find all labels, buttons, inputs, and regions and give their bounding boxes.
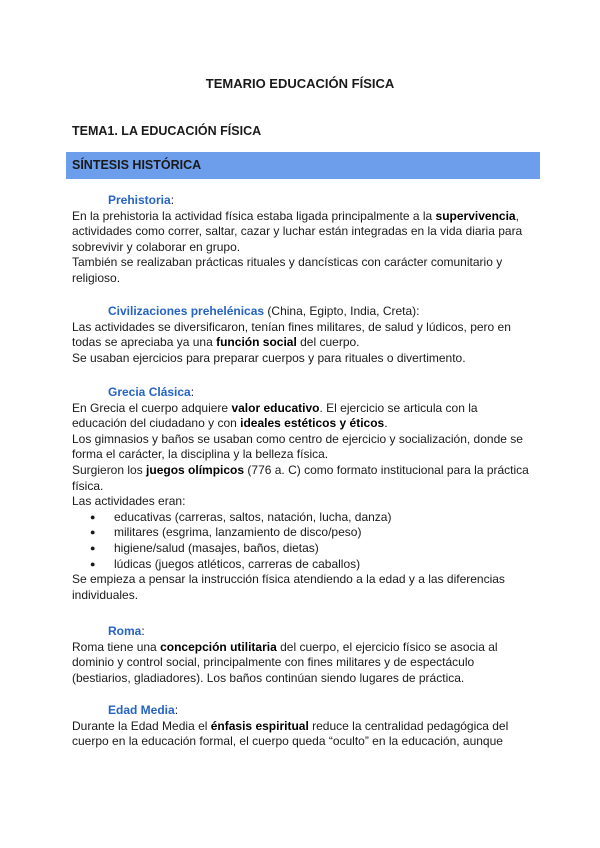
- section-grecia: [72, 385, 534, 603]
- section-title-civilizaciones: [108, 304, 534, 320]
- edad-media-paragraph-1: [72, 719, 534, 750]
- list-item: ● lúdicas (juegos atléticos, carreras de caballos): [72, 557, 534, 573]
- civilizaciones-paragraph-1: [72, 320, 534, 351]
- text-run: (776 a. C) como formato institucional para la práctica física.: [72, 462, 529, 493]
- tema-heading: TEMA1. LA EDUCACIÓN FÍSICA: [72, 124, 262, 138]
- text-run: , actividades como correr, saltar, cazar y luchar están integradas en la vida diaria para sobrevivir y colaborar en grupo.: [72, 208, 523, 254]
- grecia-paragraph-2: Los gimnasios y baños se usaban como centro de ejercicio y socialización, donde se forma el carácter, la disciplina y la belleza física.: [72, 431, 523, 462]
- grecia-paragraph-1: [72, 401, 534, 432]
- bold-term-funcion-social: función social: [216, 335, 297, 350]
- civilizaciones-title-extra: (China, Egipto, India, Creta):: [264, 304, 420, 318]
- section-prehistoria: [72, 193, 534, 287]
- text-run: Roma tiene una: [72, 639, 161, 654]
- grecia-title: Grecia Clásica: [108, 385, 191, 399]
- bold-term-supervivencia: supervivencia: [435, 208, 516, 223]
- bold-term-concepcion-utilitaria: concepción utilitaria: [160, 639, 277, 654]
- list-item: ● militares (esgrima, lanzamiento de disco/peso): [72, 525, 534, 541]
- bold-term-ideales: ideales estéticos y éticos: [240, 416, 385, 431]
- roma-paragraph-1: [72, 640, 534, 687]
- list-item: ● higiene/salud (masajes, baños, dietas): [72, 541, 534, 557]
- text-run: reduce la centralidad pedagógica del cuerpo en la educación formal, el cuerpo queda “oculto” en la educación, aunque: [72, 718, 509, 749]
- text-run: Durante la Edad Media el: [72, 718, 211, 733]
- section-edad-media: [72, 703, 534, 750]
- text-run: del cuerpo.: [296, 335, 360, 350]
- section-title-prehistoria: Prehistoria:: [108, 193, 175, 207]
- text-run: .: [384, 416, 388, 431]
- text-run: . El ejercicio se articula con la educación del ciudadano y con: [72, 400, 478, 431]
- section-roma: [72, 624, 534, 686]
- grecia-paragraph-4: Las actividades eran:: [72, 494, 186, 509]
- civilizaciones-paragraph-2: Se usaban ejercicios para preparar cuerpos y para rituales o divertimento.: [72, 350, 466, 365]
- text-run: del cuerpo, el ejercicio físico se asocia al dominio y control social, principalmente con fines militares y de espectáculo (bestiarios, gladiadores). Los baños continúan siendo lugares de práctica.: [72, 639, 498, 685]
- civilizaciones-title: Civilizaciones prehelénicas: [108, 304, 265, 318]
- grecia-paragraph-5: Se empieza a pensar la instrucción física atendiendo a la edad y a las diferencias individuales.: [72, 572, 505, 602]
- bold-term-juegos-olimpicos: juegos olímpicos: [146, 462, 245, 477]
- grecia-activity-list: [72, 510, 534, 572]
- bold-term-enfasis-espiritual: énfasis espiritual: [210, 718, 309, 733]
- prehistoria-paragraph-1: [72, 209, 534, 256]
- grecia-paragraph-3: [72, 463, 534, 494]
- section-title-grecia: Grecia Clásica:: [108, 385, 195, 399]
- text-run: En Grecia el cuerpo adquiere: [72, 400, 232, 415]
- section-title-edad-media: Edad Media:: [108, 703, 179, 717]
- section-civilizaciones: [72, 304, 534, 366]
- document-title: TEMARIO EDUCACIÓN FÍSICA: [205, 76, 395, 91]
- text-run: En la prehistoria la actividad física estaba ligada principalmente a la: [72, 208, 436, 223]
- roma-title: Roma: [108, 624, 142, 638]
- text-run: Surgieron los: [72, 462, 147, 477]
- prehistoria-paragraph-2: También se realizaban prácticas rituales y dancísticas con carácter comunitario y religioso.: [72, 255, 503, 285]
- edad-media-title: Edad Media: [108, 703, 175, 717]
- bold-term-valor-educativo: valor educativo: [231, 400, 320, 415]
- prehistoria-title: Prehistoria: [108, 193, 171, 207]
- text-run: Las actividades se diversificaron, tenían fines militares, de salud y lúdicos, pero en todas se apreciaba ya una: [72, 319, 511, 350]
- section-title-roma: Roma:: [108, 624, 145, 638]
- section-band-sintesis: SÍNTESIS HISTÓRICA: [66, 152, 540, 179]
- list-item: ● educativas (carreras, saltos, natación, lucha, danza): [72, 510, 534, 526]
